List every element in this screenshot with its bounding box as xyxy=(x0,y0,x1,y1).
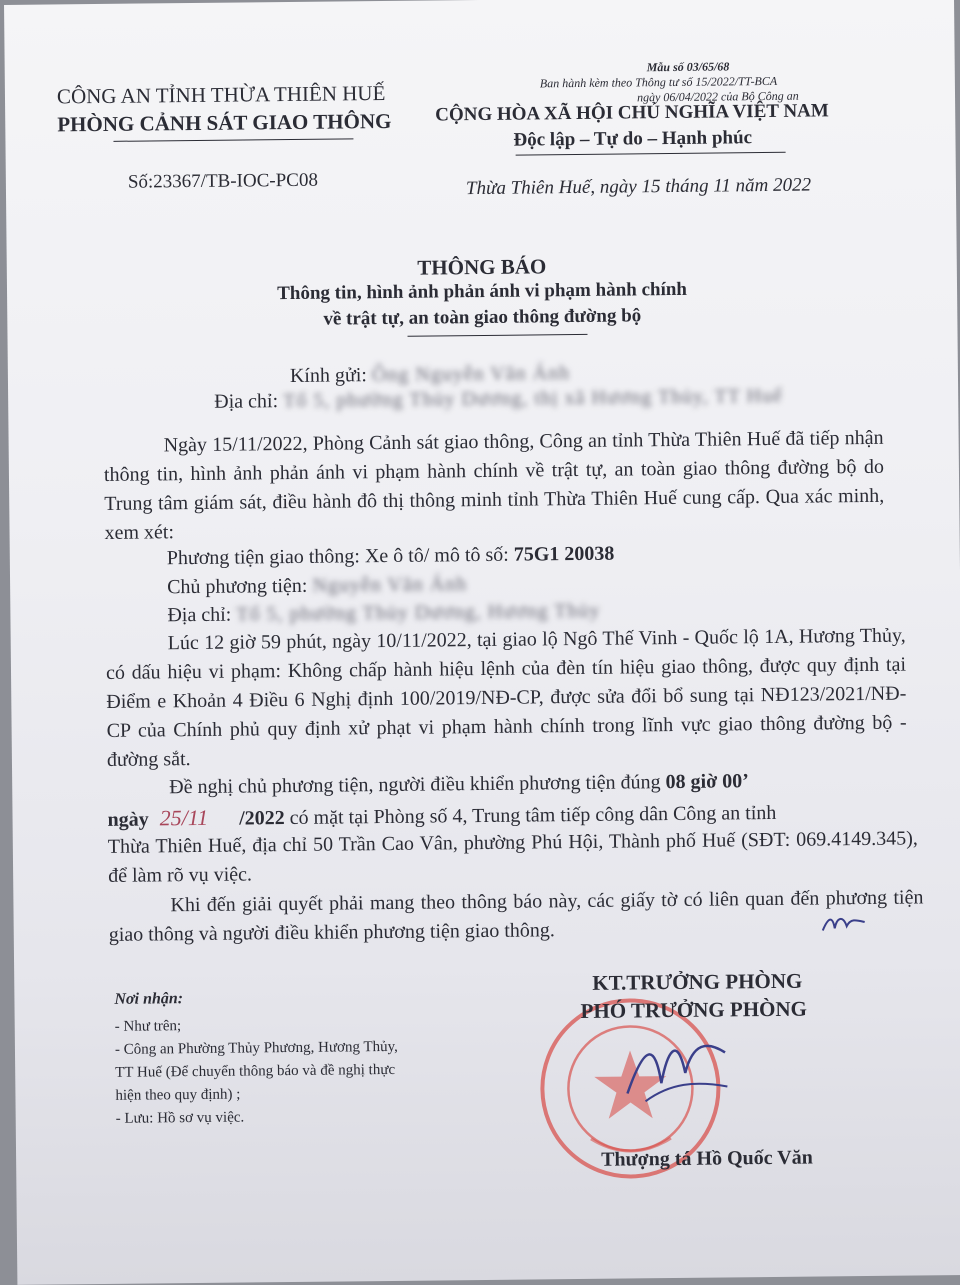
paragraph-request-line-1 xyxy=(169,767,749,802)
signature-title-2: PHÓ TRƯỞNG PHÒNG xyxy=(580,996,808,1023)
owner-address-redacted: Tổ 5, phường Thủy Dương, Hương Thủy xyxy=(236,599,601,626)
vehicle-label: Phương tiện giao thông: Xe ô tô/ mô tô số: xyxy=(166,543,509,570)
title-underline xyxy=(408,334,588,337)
initials-mark xyxy=(819,908,869,939)
motto-underline xyxy=(516,152,786,156)
signature-title-1: KT.TRƯỞNG PHÒNG xyxy=(592,968,803,995)
recipient-item: hiện theo quy định) ; xyxy=(115,1086,241,1104)
paragraph-request-rest: Thừa Thiên Huế, địa chỉ 50 Trần Cao Vân, phường Phú Hội, Thành phố Huế (SĐT: 069.4149.345), để làm rõ vụ việc. xyxy=(107,827,918,887)
department-name-text: PHÒNG CẢNH SÁT GIAO THÔNG xyxy=(57,108,392,137)
form-number: Mẫu số 03/65/68 xyxy=(646,59,730,75)
request-text: Đề nghị chủ phương tiện, người điều khiển phương tiện đúng xyxy=(169,771,661,799)
handwritten-signature xyxy=(615,1022,736,1113)
notice-title: THÔNG BÁO xyxy=(417,254,547,280)
request-location: có mặt tại Phòng số 4, Trung tâm tiếp công dân Công an tỉnh xyxy=(289,801,777,830)
recipient-label: Kính gửi: xyxy=(289,364,367,387)
notice-subtitle-2: về trật tự, an toàn giao thông đường bộ xyxy=(323,305,642,330)
issued-line-1: Ban hành kèm theo Thông tư số 15/2022/TT-BCA xyxy=(539,73,778,91)
recipient-item: - Công an Phường Thủy Phương, Hương Thủy, xyxy=(114,1038,398,1058)
paragraph-violation: Lúc 12 giờ 59 phút, ngày 10/11/2022, tại giao lộ Ngô Thế Vinh - Quốc lộ 1A, Hương Thủy, có dấu hiệu vi phạm: Không chấp hành hiệu lệnh của đèn tín hiệu giao thông, được quy định tại Điểm e Khoản 4 Điều 6 Nghị định 100/2019/NĐ-CP, được sửa đổi bổ sung tại NĐ123/2021/NĐ-CP của Chính phủ quy định xử phạt vi phạm hành chính trong lĩnh vực giao thông đường bộ - đường sắt. xyxy=(105,624,907,771)
department-name xyxy=(57,109,391,137)
paragraph-received: Ngày 15/11/2022, Phòng Cảnh sát giao thông, Công an tỉnh Thừa Thiên Huế đã tiếp nhận thông tin, hình ảnh phản ánh vi phạm hành chính về trật tự, an toàn giao thông đường bộ do Trung tâm giám sát, điều hành đô thị thông minh tỉnh Thừa Thiên Huế cung cấp. Qua xác minh, xem xét: xyxy=(103,426,885,544)
document-number: Số:23367/TB-IOC-PC08 xyxy=(127,169,319,193)
department-underline xyxy=(113,138,353,142)
owner-address-label: Địa chỉ: xyxy=(167,603,232,627)
handwritten-date: 25/11 xyxy=(159,804,209,831)
document-page xyxy=(4,0,960,1285)
address-line xyxy=(214,382,783,417)
appointment-time: 08 giờ 00’ xyxy=(665,770,750,794)
appointment-year: /2022 xyxy=(239,807,285,830)
issued-line-2: ngày 06/04/2022 của Bộ Công an xyxy=(636,88,799,105)
recipients-list xyxy=(115,1013,399,1131)
day-label: ngày xyxy=(107,808,149,831)
address-redacted: Tổ 5, phường Thủy Dương, thị xã Hương Thủy, TT Huế xyxy=(282,384,783,413)
agency-name: CÔNG AN TỈNH THỪA THIÊN HUẾ xyxy=(56,80,386,109)
owner-label: Chủ phương tiện: xyxy=(167,574,308,599)
paragraph-documents: Khi đến giải quyết phải mang theo thông báo này, các giấy tờ có liên quan đến phương tiện giao thông và người điều khiển phương tiện giao thông. xyxy=(108,886,924,946)
recipient-item: - Như trên; xyxy=(114,1018,182,1035)
national-motto: Độc lập – Tự do – Hạnh phúc xyxy=(513,127,753,151)
signer-name: Thượng tá Hồ Quốc Văn xyxy=(601,1146,813,1171)
recipient-item: - Lưu: Hồ sơ vụ việc. xyxy=(115,1109,245,1127)
address-label: Địa chỉ: xyxy=(214,390,279,413)
recipients-heading: Nơi nhận: xyxy=(114,990,184,1008)
vehicle-line xyxy=(167,540,615,574)
owner-redacted: Nguyễn Văn Ánh xyxy=(312,573,468,597)
notice-subtitle-1: Thông tin, hình ảnh phản ánh vi phạm hành chính xyxy=(277,278,688,305)
recipient-name-redacted: Ông Nguyễn Văn Ánh xyxy=(371,362,571,387)
vehicle-plate: 75G1 20038 xyxy=(513,542,615,566)
recipient-item: TT Huế (Để chuyển thông báo và đề nghị thực xyxy=(115,1061,396,1081)
country-name: CỘNG HÒA XÃ HỘI CHỦ NGHĨA VIỆT NAM xyxy=(435,100,829,126)
owner-line xyxy=(167,570,467,602)
date-line: Thừa Thiên Huế, ngày 15 tháng 11 năm 2022 xyxy=(465,174,812,200)
